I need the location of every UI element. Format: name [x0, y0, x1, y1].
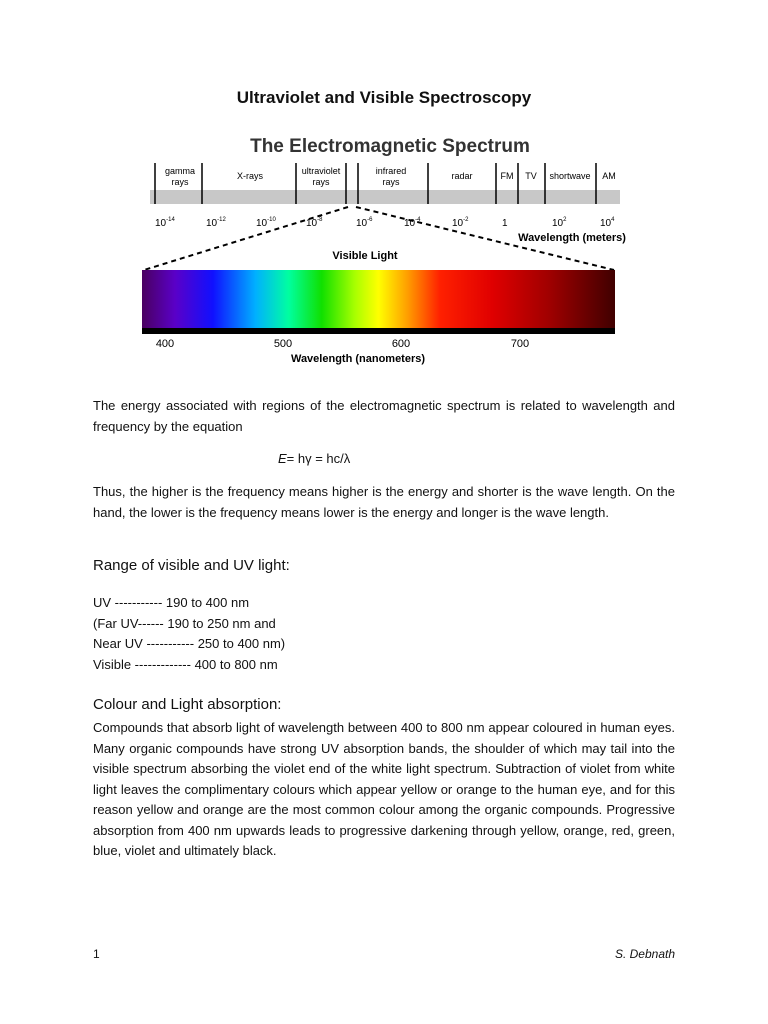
nm-tick: 700 [510, 338, 530, 350]
nm-axis [142, 328, 615, 334]
wavelength-meters-label: Wavelength (meters) [518, 232, 626, 244]
range-heading: Range of visible and UV light: [93, 557, 290, 574]
wl-tick: 1 [502, 218, 508, 229]
figure-heading: The Electromagnetic Spectrum [250, 136, 530, 157]
wl-tick: $10^{-4}$ [404, 217, 421, 229]
page-title: Ultraviolet and Visible Spectroscopy [236, 88, 532, 107]
range-item: Near UV ----------- 250 to 400 nm) [93, 636, 286, 651]
region-ir: infrared [375, 166, 407, 176]
equation-variable: E [278, 451, 287, 466]
page-number: 1 [93, 947, 100, 961]
thus-paragraph: Thus, the higher is the frequency means higher is the energy and shorter is the wave length. On the hand, the lower is the frequency means lower is the energy and longer is the wave length. [93, 484, 675, 520]
wl-tick: $10^{-12}$ [206, 217, 226, 229]
author-name: S. Debnath [614, 947, 675, 961]
energy-equation [278, 451, 350, 466]
range-list [93, 593, 285, 675]
colour-paragraph: Compounds that absorb light of wavelength between 400 to 800 nm appear coloured in human eyes. Many organic compounds have strong UV absorption bands, the shoulder of which may tail into the visible spectrum absorbing the violet end of the white light spectrum. Subtraction of violet from white light leaves the complimentary colours which appear yellow or orange to the human eye, and for this reason yellow and orange are the most common colour among the organic compounds. Progressive absorption from 400 nm upwards leads to progressive darkening through yellow, orange, red, green, blue, violet and ultimately black. [93, 720, 675, 858]
visible-spectrum-bar [142, 270, 615, 328]
wl-tick: $10^{-6}$ [356, 217, 373, 229]
equation-rest: = hγ = hc/λ [286, 451, 351, 466]
region-shortwave: shortwave [549, 171, 591, 181]
region-xrays: X-rays [236, 171, 264, 181]
nm-axis-label: Wavelength (nanometers) [290, 353, 426, 365]
wl-tick: $10^{-10}$ [256, 217, 276, 229]
region-uv: ultraviolet [301, 166, 341, 176]
wl-tick: $10^{-2}$ [452, 217, 469, 229]
region-gamma: gamma [164, 166, 196, 176]
spectrum-band [150, 190, 620, 204]
region-fm: FM [500, 171, 514, 181]
range-item: Visible ------------- 400 to 800 nm [93, 656, 278, 672]
visible-light-label: Visible Light [332, 250, 398, 262]
range-item: (Far UV------ 190 to 250 nm and [93, 615, 276, 631]
region-tv: TV [525, 171, 537, 181]
region-ir-2: rays [382, 177, 400, 187]
range-item: UV ----------- 190 to 400 nm [93, 595, 250, 610]
intro-paragraph: The energy associated with regions of the electromagnetic spectrum is related to wavelength and frequency by the equation [93, 398, 675, 434]
wl-tick: $10^2$ [552, 217, 567, 229]
wl-tick: $10^{-8}$ [306, 217, 323, 229]
em-spectrum-figure [140, 128, 626, 373]
nm-tick: 500 [273, 338, 293, 350]
region-radar: radar [451, 171, 473, 181]
wl-tick: $10^4$ [600, 217, 615, 229]
wl-tick: $10^{-14}$ [155, 217, 175, 229]
region-gamma-2: rays [171, 177, 189, 187]
nm-tick: 400 [155, 338, 175, 350]
region-am: AM [602, 171, 616, 181]
nm-tick: 600 [391, 338, 411, 350]
region-uv-2: rays [312, 177, 330, 187]
colour-heading: Colour and Light absorption: [93, 696, 282, 713]
